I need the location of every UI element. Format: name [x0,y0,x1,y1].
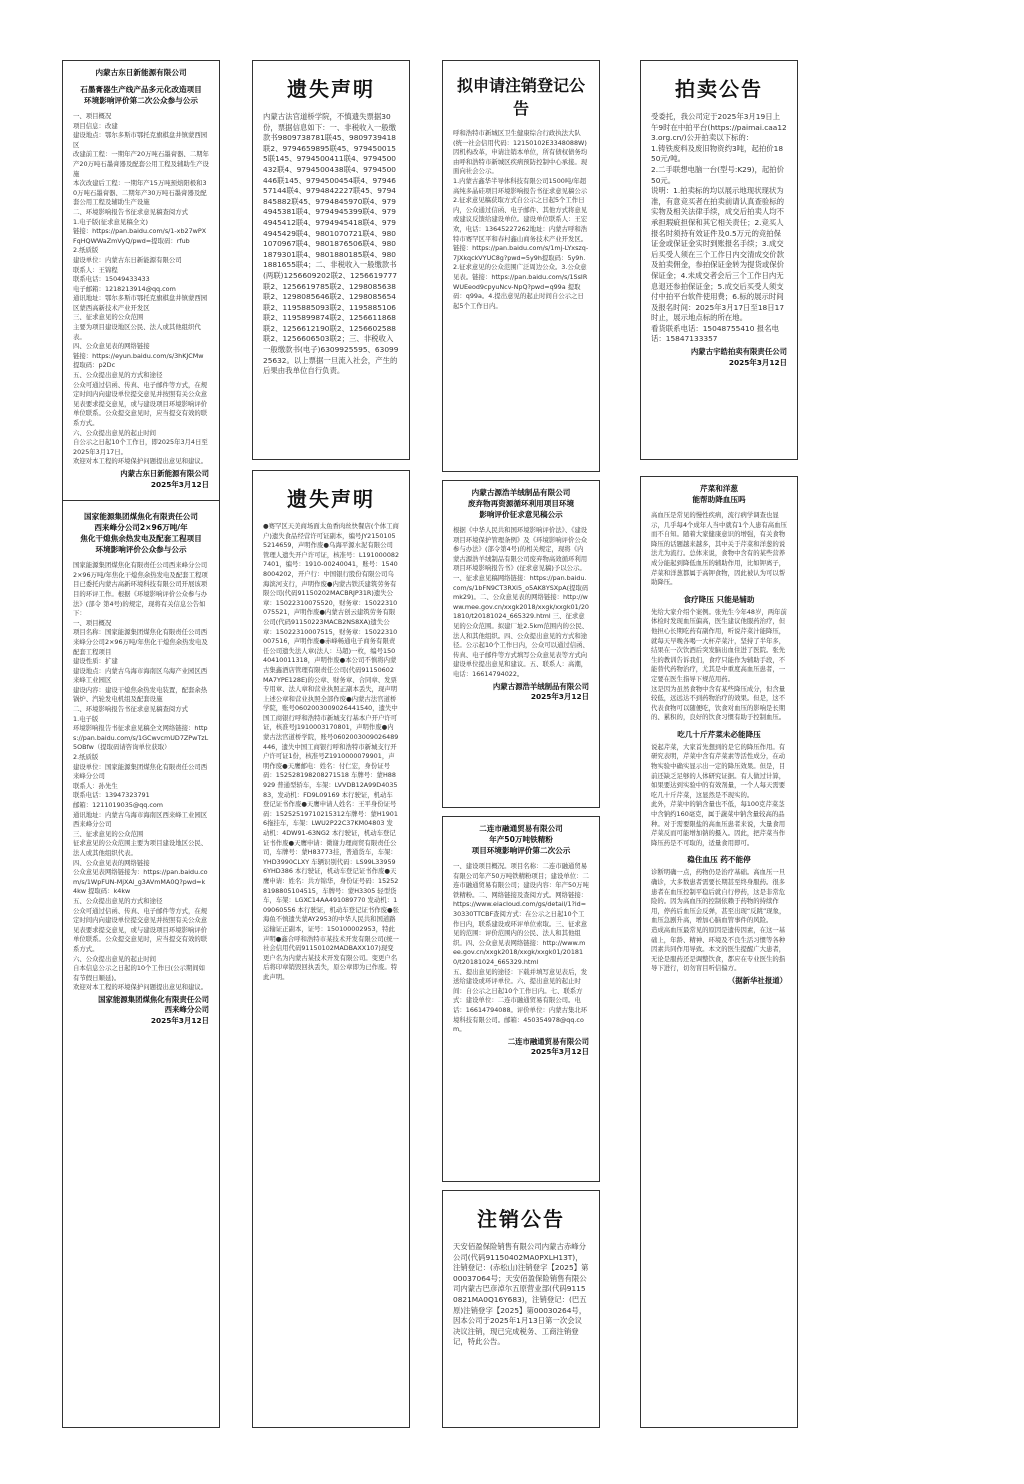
column-3-cancel [442,1190,600,1428]
notice1-company: 内蒙古东日新能源有限公司 [95,68,187,77]
health-section2-body: 说起芹菜，大家首先想到的是它的降压作用。有研究表明，芹菜中含有芹菜素等活性成分，在动物实验中确实显示出一定的降压效果。但是，目前还缺乏足够的人体研究证据。有人做过计算，如果要达到实验中的有效剂量，一个人每天需要吃几十斤芹菜，这显然是不现实的。 此外，芹菜中的钠含量也不低，每100克芹菜茎中含钠约160毫克，属于蔬菜中钠含量较高的品种。对于需要限盐的高血压患者来说，大量食用芹菜反而可能增加钠的摄入。因此，把芹菜当作降压药是不可取的，适量食用即可。 [651,742,786,847]
health-title: 芹菜和洋葱 能帮助降血压吗 [692,484,746,504]
apply-heading: 拟申请注销登记公告 [456,76,585,118]
auction-body: 受委托，我公司定于2025年3月19日上午9时在中拍平台(https://paimai.caa123.org.cn/)公开拍卖以下标的： 1.铸铁废料及废旧物资约3吨，起拍价1850元/吨。 2.二手联想电脑一台(型号:K29)，起拍价50元。 说明：1.拍卖标的均以展示地现状现状为准，有意竞买者在拍卖前请认真查验标的实物及相关法律手续，成交后拍卖人均不承担瑕疵担保和其它相关责任；2.竞买人报名时须持有效证件及0.5万元的竞拍保证金或保证金实时到账报名手续；3.成交后买受人须在三个工作日内交清成交价款及拍卖佣金，参拍保证金转为提货或保价保证金；4.未成交者会后三个工作日内无息退还参拍保证金；5.成交后买受人须支付中拍平台软件使用费；6.标的展示时间及报名时间：2025年3月17日至18日17时止，展示地点标的所在地。 看货联系电话：15048755410 报名电话：15847133357 [651,112,787,344]
lost2-heading: 遗失声明 [287,487,375,511]
yang-sign: 内蒙古源浩羊绒制品有限公司 2025年3月12日 [492,681,589,702]
notice2-title: 国家能源集团煤焦化有限责任公司 西来峰分公司2×96万吨/年 焦化干熄焦余热发电及配套工程项目 环境影响评价公众参与公示 [80,512,202,555]
health-intro: 高血压是常见的慢性疾病，流行病学调查也显示，几乎每4个成年人当中就有1个人患有高血压而不自知。随着大家健康意识的增强，有关食物降压的话题越来越多，其中关于芹菜和洋葱的说法尤为流行。总体来说，食物中含有的某些营养成分能起到降低血压的辅助作用，比如钾离子，芹菜和洋葱都属于高钾食物，因此被认为可以帮助降压。 [651,511,787,587]
auction-sign: 内蒙古宇皓拍卖有限责任公司 2025年3月12日 [690,347,787,367]
erlian-sign: 二连市融通贸易有限公司 2025年3月12日 [507,1036,589,1057]
yang-title: 内蒙古源浩羊绒制品有限公司 废弃物再资源循环利用项目环境 影响评价征求意见稿公示 [467,488,575,519]
column-1 [62,60,220,1428]
column-2-lost-1 [252,60,410,460]
divider [63,500,219,501]
column-4-health [640,476,798,1428]
health-section1-body: 先给大家介绍个案例。张先生今年48岁，两年前体检时发现血压偏高，医生建议他服药治疗，但他担心长期吃药有副作用，听说芹菜汁能降压，就每天早晚各喝一大杯芹菜汁，坚持了半年多，结果在一次饮酒后突发脑出血住进了医院。张先生的教训告诉我们，食疗只能作为辅助手段，不能替代药物治疗，尤其是中重度高血压患者，一定要在医生指导下规范用药。 这是因为虽然食物中含有某些降压成分，但含量较低，远远达不到药物治疗的效果。但是，这不代表食物可以随便吃，饮食对血压的影响是长期的、累积的，良好的饮食习惯有助于控制血压。 [651,607,787,722]
erlian-body: 一、建设项目概况。项目名称：二连市融通贸易有限公司年产50万吨铁精粉项目；建设单位：二连市融通贸易有限公司；建设内容：年产50万吨铁精粉。二、网络链接及查阅方式。网络链接：https://www.eiacloud.com/gs/detail/1?id=30330TTCBF查阅方式：在公示之日起10个工作日内，联系建设或环评单位索取。三、征求意见的范围：评价范围内的公民、法人和其他组织。四、公众意见表网络链接：http://www.mee.gov.cn/xxgk2018/xxgk/xxgk01/201810/t20181024_665329.html 五、提出意见的途径：下载并填写意见表后，发送给建设或环评单位。六、提出意见的起止时间：自公示之日起10个工作日内。七、联系方式：建设单位：二连市融通贸易有限公司。电话：16614794088。评价单位：内蒙古集北环境科技有限公司。邮箱：450354978@qq.com。 [453,862,589,1034]
erlian-title: 二连市融通贸易有限公司 年产50万吨铁精粉 项目环境影响评价第二次公示 [471,824,571,855]
column-3-erlian [442,816,600,1182]
lost2-body: ●赛罕区天美商场面太鱼香肉丝快餐店(个体工商户)遗失食品经营许可证副本，编号JY21501055214659，声明作废●乌海平源水泥有限公司管理人遗失开户许可证，核准号：L1910000827401，编号：1910-00240041，账号：15408004202，开户行：中国银行股份有限公司乌海滨河支行，声明作废●内蒙古铁沃建筑劳务有限公司(代码91150202MACBRJP31R)遗失公章：15022310075520，财务章：15022310075521，声明作废●内蒙古创云建筑劳务有限公司(代码91150223MACB2NS8XA)遗失公章：15022310007515，财务章：15022310007516，声明作废●赤峰畅通电子商务有限责任公司遗失法人章(法人：马超)一枚，编号15040410011318，声明作废●本公司不慎将内蒙古集鑫酒店管理有限责任公司(代码91150602MA7YPE128E)的公章、财务章、合同章、发票专用章、法人章和营业执照正副本丢失，现声明上述公章和营业执照全部作废●内蒙古法官道桥学院，账号0602003009026441540，遗失中国工商银行呼和浩特市新城支行基本户开户许可证，核准号J1910003170801，声明作废●内蒙古法官道桥学院，账号0602003009026489446，遗失中国工商银行呼和浩特市新城支行开户许可证1份，核准号Z1910000079901，声明作废●天鹰邮电：姓名：付仁宏，身份证号码：152528198208271518 车牌号：蒙H88929 普通型轿车，车架：LVVDB12A99D403583，发动机：FD9L09169 本行驶证，机动车登记证书作废●天鹰申请人姓名：王平身份证号码：15252519710215312车牌号：蒙H19016拖挂车，车架：LWU2P22C37KM04803 发动机：4DW91-63NG2 本行驶证，机动车登记证书作废●天鹰申请：微谢力理商贸有限责任公司，车牌号：蒙H83773挂，普通货车，车架：YHD3990CLXY 车辆识别代码：LS99L339596YHD386 本行驶证，机动车登记证书作废●天鹰申请：姓名：共方锦华，身份证号码：152528198805104515，车牌号：蒙H3305 轻型货车，车架：LGXC14AA491089770 发动机：109060556 本行驶证，机动车登记证书作废●张海鱼不慎遗失蒙AY2953的中华人民共和国道路运输证正副本，证号：150100002953，特此声明●鑫合呼和浩特市某技术开发有限公司(统一社会信用代码91150102MADBAXX107)现变更户名为内蒙古某技术开发有限公司。变更户名后将印章销毁回执丢失，原公章即为已作废。特此声明。 [263,522,400,981]
notice1-sign: 内蒙古东日新能源有限公司 2025年3月12日 [120,468,209,489]
health-source: （据新华社报道） [727,975,787,985]
health-section3-title: 稳住血压 药不能停 [687,855,751,865]
yang-body: 根据《中华人民共和国环境影响评价法》、《建设项目环境保护管理条例》及《环境影响评价公众参与办法》(部令第4号)的相关规定，现将《内蒙古源浩羊绒制品有限公司废弃物高效循环利用项目环境影响报告书》(征求意见稿)予以公示。一、征求意见稿网络链接：https://pan.baidu.com/s/1bFN9CT3RXi5_o5AK8YSXpA(提取码mk29)。二、公众意见表的网络链接：http://www.mee.gov.cn/xxgk2018/xxgk/xxgk01/201810/t20181024_665329.html 三、征求意见的公众范围。拟建厂址2.5km范围内的公民、法人和其他组织。四、公众提出意见的方式和途径。公示起10个工作日内，公众可以通过信函、传真、电子邮件等方式填写公众意见表等方式向建设单位提出意见和建议。五、联系人：高潮，电话：16614794022。 [453,526,589,678]
notice1-title: 石墨膏器生产线产品多元化改造项目 环境影响评价第二次公众参与公示 [80,85,202,105]
column-2-lost-2 [252,470,410,1428]
auction-heading: 拍卖公告 [675,77,763,101]
column-4-auction [640,60,798,460]
cancel-heading: 注销公告 [477,1207,565,1231]
column-3-yang [442,480,600,808]
cancel-body: 天安佰盈保险销售有限公司内蒙古赤峰分公司(代码91150402MA0PXLH13T)，注销登记：(赤松山)注销登字【2025】第00037064号；天安佰盈保险销售有限公司内蒙古巴彦淖尔五原营业部(代码91150821MA0Q16Y683)，注销登记：(巴五原)注销登字【2025】第00030264号，因本公司于2025年1月13日第一次会议决议注销，现已完成税务、工商注销登记，特此公告。 [453,1242,589,1347]
apply-body: 呼和浩特市新城区卫生健康综合行政执法大队(统一社会信用代码：12150102E3348088W)因机构改革，申请注销本单位，所有债权债务均由呼和浩特市新城区疾病预防控制中心承接。现面向社会公示。 1.内蒙古鑫华半导体科技有限公司1500吨/年超高纯多晶硅项目环境影响报告书征求意见稿公示 2.征求意见稿获取方式自公示之日起5个工作日内，公众通过信函、电子邮件、其他方式将意见或建议反馈给建设单位。建设单位联系人：王宏欢，电话：13645227262地址：内蒙古呼和浩特市赛罕区平和春村鑫山商务技术产业开发区。链接：https://pan.baidu.com/s/1mj-LYxszq-7JXkqckVYUC8g?pwd=5y9h提取码：5y9h.2.征求意见的公众范围广泛周边公众。3.公众意见表。链接：https://pan.baidu.com/s/1SsIRWUEeod9cpyuNcv-NpQ?pwd=q99a 提取码：q99a。4.提出意见的起止时间自公示之日起5个工作日内。 [453,129,589,310]
notice2-body: 国家能源集团煤焦化有限责任公司西来峰分公司2×96万吨/年焦化干熄焦余热发电及配套工程项目已委托内蒙古高新环境科技有限公司开展该项目的环评工作。根据《环境影响评价公众参与办法》(部令 第4号)的规定，现将有关信息公告如下： 一、项目概况 项目名称：国家能源集团煤焦化有限责任公司西来峰分公司2×96万吨/年焦化干熄焦余热发电及配套工程项目 建设性质：扩建 建设地点：内蒙古乌海市海南区乌海产业园区西来峰工业园区 建设内容：建设干熄焦余热发电装置，配套余热锅炉、汽轮发电机组及配套设施 二、环境影响报告书征求意见稿查阅方式 1.电子版 环境影响报告书征求意见稿全文网络链接：https://pan.baidu.com/s/1GCwvcmUD7ZPwTzL5OBfw（提取码请咨询单位获取） 2.纸质版 建设单位：国家能源集团煤焦化有限责任公司西来峰分公司 联系人：孙先生 联系电话：13947323791 邮箱：1211019035@qq.com 通讯地址：内蒙古乌海市海南区西来峰工业园区西来峰分公司 三、征求意见的公众范围 征求意见的公众范围主要为项目建设地区公民、法人或其他组织代表。 四、公众意见表的网络链接 公众意见表网络链接为：https://pan.baidu.com/s/1WpFUN-MjXAl_g3AVmMA0Q?pwd=k4kw 提取码：k4kw 五、公众提出意见的方式和途径 公众可通过信函、传真、电子邮件等方式，在规定时间内向建设单位提交意见并按照有关公众意见表要求提交意见，或与建设项目环境影响评价单位联系。公众提交意见时，应当提交有效的联系方式。 六、公众提出意见的起止时间 自本信息公示之日起的10个工作日(公示期间如有节假日顺延)。 欢迎对本工程的环境保护问题提出意见和建议。 [73,561,209,992]
column-3-apply [442,60,600,472]
health-section1-title: 食疗降压 只能是辅助 [683,594,755,604]
notice1-body: 一、项目概况 项目信息：改建 建设地点：鄂尔多斯市鄂托克旗棋盘井镇蒙西园区 改建前工程：一期年产20万吨石墨膏器、二期年产20万吨石墨膏器及配套公用工程及辅助生产设施 本次改建后工程：一期年产15万吨预焙阳极和30万吨石墨膏器、二期年产30万吨石墨膏器及配套公用工程及辅助生产设施 二、环境影响报告书征求意见稿查阅方式 1.电子版(征求意见稿全文) 链接：https://pan.baidu.com/s/1-xb27wPXFqHQWWaZmVyQ/pwd=提取码：rfub 2.纸质版 建设单位：内蒙古东日新能源有限公司 联系人：王锦程 联系电话：15049433433 电子邮箱：1218213914@qq.com 通讯地址：鄂尔多斯市鄂托克旗棋盘井镇蒙西园区蒙西高新技术产业开发区 三、征求意见的公众范围 主要为项目建设地区公民、法人或其他组织代表。 四、公众意见表的网络链接 链接：https://eyun.baidu.com/s/3hKJCMw 提取码：p2Dc 五、公众提出意见的方式和途径 公众可通过信函、传真、电子邮件等方式，在规定时间内向建设单位提交意见并按照有关公众意见表要求提交意见，或与建设项目环境影响评价单位联系。公众提交意见时，应当提交有效的联系方式。 六、公众提出意见的起止时间 自公示之日起10个工作日，即2025年3月4日至2025年3月17日。 欢迎对本工程的环境保护问题提出意见和建议。 [73,112,209,466]
lost1-body: 内蒙古法官道桥学院，不慎遗失票据30份，票据信息如下：一、非税收入一般缴款书9809738781联45、9809739418联2、9794659895联45、9794500155联145、9794500411联4、9794500432联4、9794500438联4、9794500446联145、9794500454联4、9794657144联4、9794842227联45、9794845882联45、9794845970联4、9794945381联4、9794945399联4、9794945412联4、9794945418联4、9794945429联4、9801070721联4、9801070967联4、9801876506联4、9801879301联4、9801880185联4、9801881655联4；二、非税收入一般缴款书(两联)1256609202联2、1256619777联2、1256619785联2、1298085638联2、1298085646联2、1298085654联2、1195885093联2、1195885106联2、1195899874联2、1256611868联2、1256612190联2、1256602588联2、1256606503联2；三、非税收入一般缴款书(电子)6309925595、6309925632。以上票据一旦流入社会，产生的后果由我单位自行负责。 [263,112,399,376]
health-section3-body: 诊断明确一点，药物仍是治疗基础。高血压一旦确诊，大多数患者需要长期甚至终身服药。很多患者在血压控制平稳后就自行停药，这是非常危险的。因为高血压的控制依赖于药物的持续作用，停药后血压会反弹，甚至出现“反跳”现象，血压急剧升高，增加心脑血管事件的风险。 造成高血压最常见的原因是遗传因素，在这一基础上，年龄、精神、环境及不良生活习惯等各种因素共同作用导致。本文的医生提醒广大患者，无论是服药还是调整饮食，都应在专业医生的指导下进行，切勿盲目听信偏方。 [651,868,786,973]
notice2-sign: 国家能源集团煤焦化有限责任公司 西来峰分公司 2025年3月12日 [98,994,209,1026]
health-section2-title: 吃几十斤芹菜未必能降压 [677,729,761,739]
lost1-heading: 遗失声明 [287,77,375,101]
